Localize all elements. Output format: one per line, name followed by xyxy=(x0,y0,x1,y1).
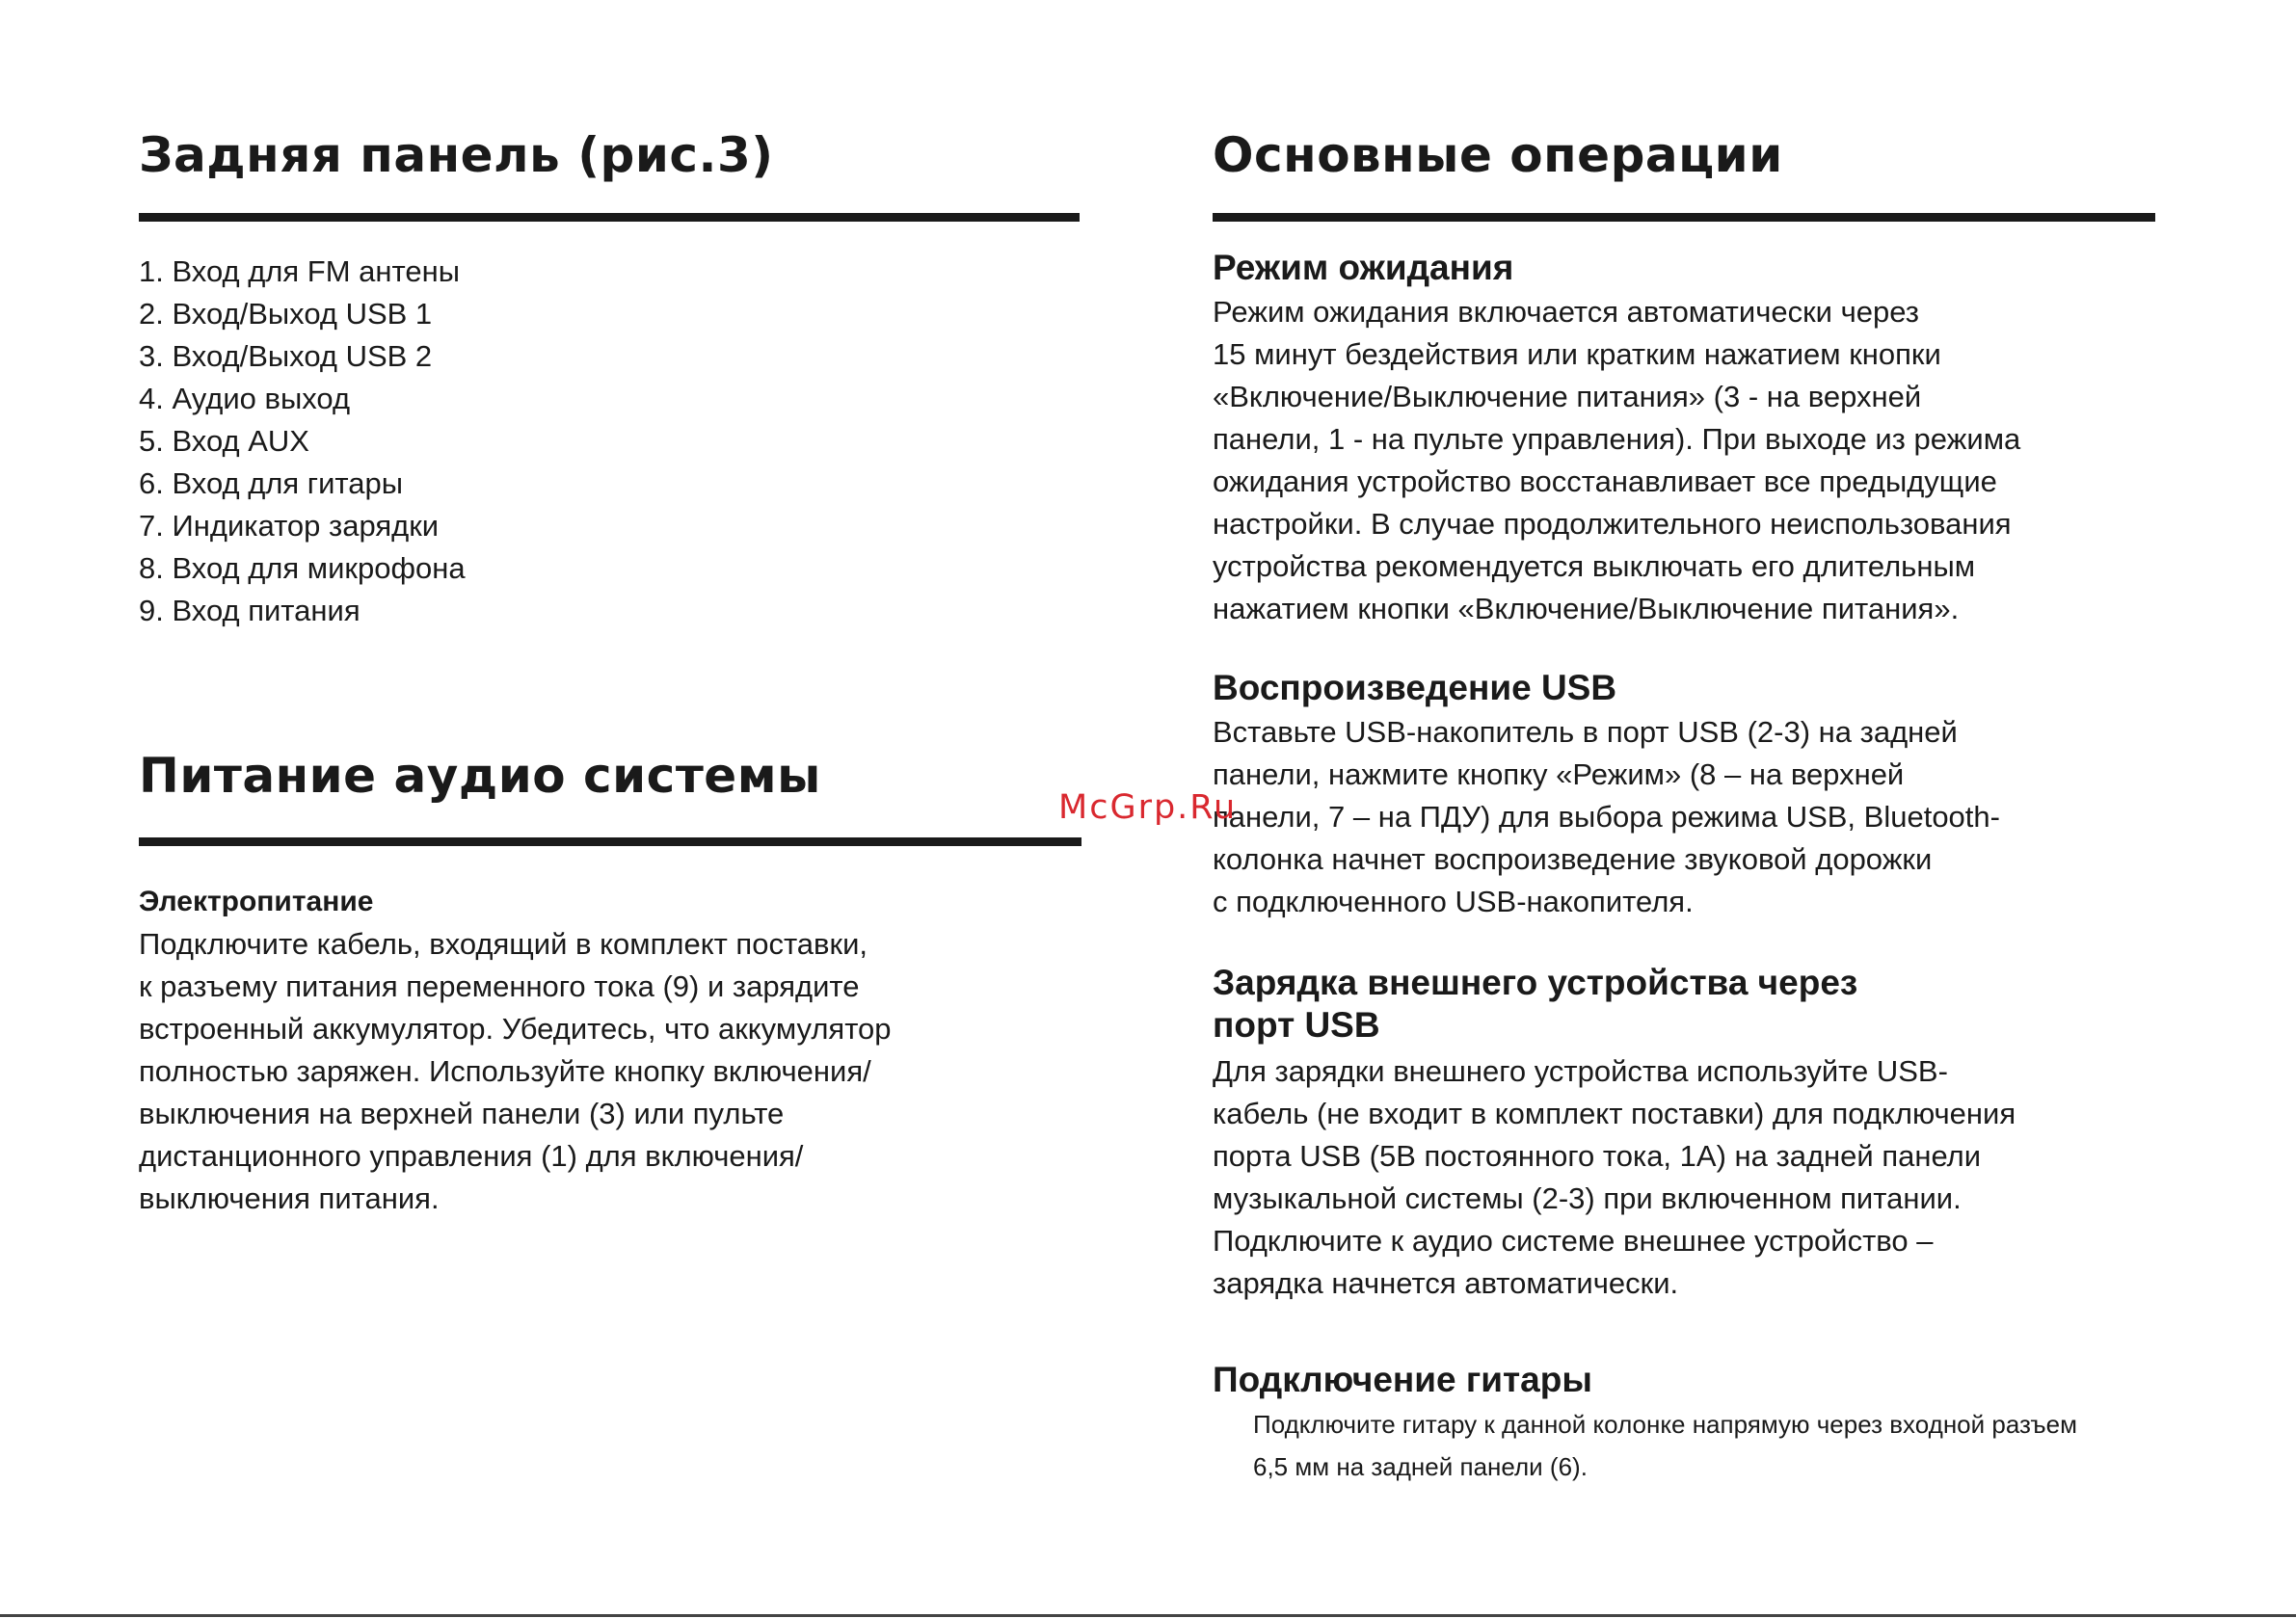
page-bottom-line xyxy=(0,1614,2296,1617)
usb-charging-paragraph: Для зарядки внешнего устройства используйте USB- кабель (не входит в комплект поставки) для подключения порта USB (5В постоянного тока, 1А) на задней панели музыкальной системы (2-3) при включенном питании. Подключите к аудио системе внешнее устройство – зарядка начнется автоматически. xyxy=(1213,1054,2016,1300)
guitar-paragraph: Подключите гитару к данной колонке напрямую через входной разъем 6,5 мм на задней панели (6). xyxy=(1253,1410,2077,1481)
list-item: 5. Вход AUX xyxy=(139,424,309,458)
list-item: 8. Вход для микрофона xyxy=(139,551,466,585)
power-section-title: Питание аудио системы xyxy=(139,748,821,804)
usb-charging-heading: Зарядка внешнего устройства через порт USB xyxy=(1213,963,1858,1045)
list-item: 4. Аудио выход xyxy=(139,382,351,415)
power-subtitle: Электропитание xyxy=(139,886,374,917)
watermark: McGrp.Ru xyxy=(1058,788,1238,827)
list-item: 6. Вход для гитары xyxy=(139,466,404,500)
standby-heading: Режим ожидания xyxy=(1213,248,1514,287)
list-item: 3. Вход/Выход USB 2 xyxy=(139,339,433,373)
list-item: 9. Вход питания xyxy=(139,594,360,627)
basic-operations-title: Основные операции xyxy=(1213,127,1783,183)
list-item: 2. Вход/Выход USB 1 xyxy=(139,297,433,331)
rear-panel-list xyxy=(139,251,466,632)
power-paragraph: Подключите кабель, входящий в комплект поставки, к разъему питания переменного тока (9) и зарядите встроенный аккумулятор. Убедитесь, что аккумулятор полностью заряжен. Используйте кнопку включения/ выключения на верхней панели (3) или пульте дистанционного управления (1) для включения/ выключения питания. xyxy=(139,927,892,1215)
rear-panel-rule xyxy=(139,213,1080,222)
list-item: 1. Вход для FM антены xyxy=(139,254,461,288)
list-item: 7. Индикатор зарядки xyxy=(139,509,440,543)
usb-playback-heading: Воспроизведение USB xyxy=(1213,668,1617,707)
guitar-heading: Подключение гитары xyxy=(1213,1360,1592,1399)
power-section-rule xyxy=(139,837,1081,846)
rear-panel-title: Задняя панель (рис.3) xyxy=(139,127,774,183)
standby-paragraph: Режим ожидания включается автоматически через 15 минут бездействия или кратким нажатием кнопки «Включение/Выключение питания» (3 - на верхней панели, 1 - на пульте управления). При выходе из режима ожидания устройство восстанавливает все предыдущие настройки. В случае продолжительного неиспользования устройства рекомендуется выключать его длительным нажатием кнопки «Включение/Выключение питания». xyxy=(1213,295,2021,625)
usb-playback-paragraph: Вставьте USB-накопитель в порт USB (2-3) на задней панели, нажмите кнопку «Режим» (8 – на верхней панели, 7 – на ПДУ) для выбора режима USB, Bluetooth- колонка начнет воспроизведение звуковой дорожки с подключенного USB-накопителя. xyxy=(1213,715,2000,918)
basic-operations-rule xyxy=(1213,213,2155,222)
